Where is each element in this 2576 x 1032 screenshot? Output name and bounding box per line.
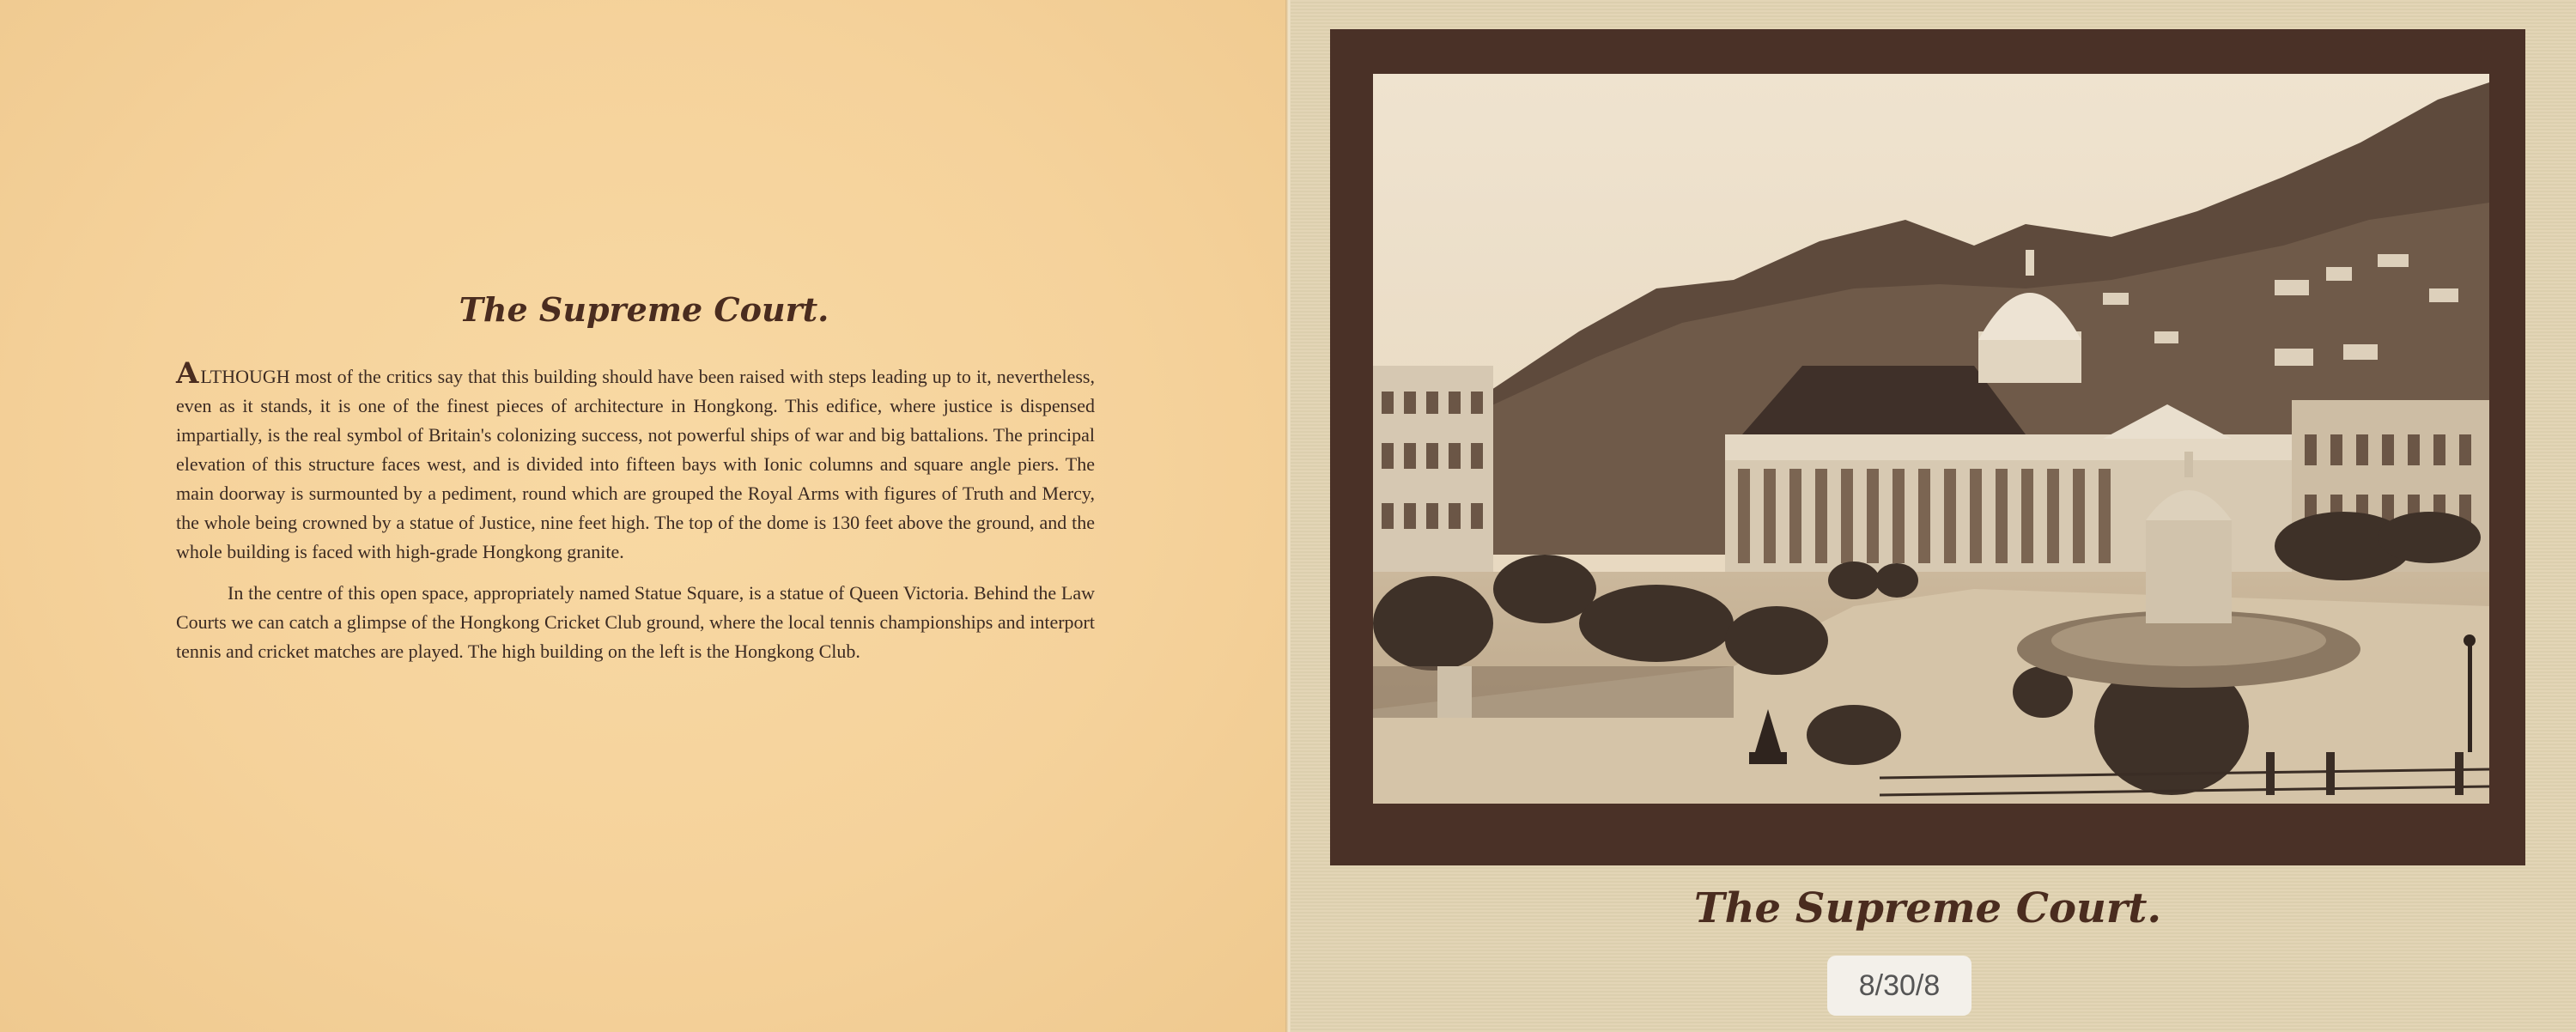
paragraph-1	[176, 356, 1095, 567]
description-text	[176, 356, 1095, 678]
paragraph-2: In the centre of this open space, appropriately named Statue Square, is a statue of Queen Victoria. Behind the Law Courts we can catch a glimpse of the Hongkong Cricket Club ground, where the local tennis championships and interport tennis and cricket matches are played. The high building on the left is the Hongkong Club.	[176, 582, 1095, 662]
page-title: The Supreme Court.	[459, 290, 829, 329]
photo-caption: The Supreme Court.	[1693, 884, 2162, 932]
drop-cap: A	[176, 356, 199, 391]
photo-frame	[1330, 29, 2525, 865]
catalog-number-label: 8/30/8	[1827, 956, 1971, 1016]
supreme-court-photograph	[1373, 74, 2489, 804]
paragraph-1-text: LTHOUGH most of the critics say that this building should have been raised with steps leading up to it, nevertheless, even as it stands, it is one of the finest pieces of architecture in Hongkong. This edifice, where justice is dispensed impartially, is the real symbol of Britain's colonizing success, not powerful ships of war and big battalions. The principal elevation of this structure faces west, and is divided into fifteen bays with Ionic columns and square angle piers. The main doorway is surmounted by a pediment, round which are grouped the Royal Arms with figures of Truth and Mercy, the whole being crowned by a statue of Justice, nine feet high. The top of the dome is 130 feet above the ground, and the whole building is faced with high-grade Hongkong granite.	[176, 366, 1095, 562]
